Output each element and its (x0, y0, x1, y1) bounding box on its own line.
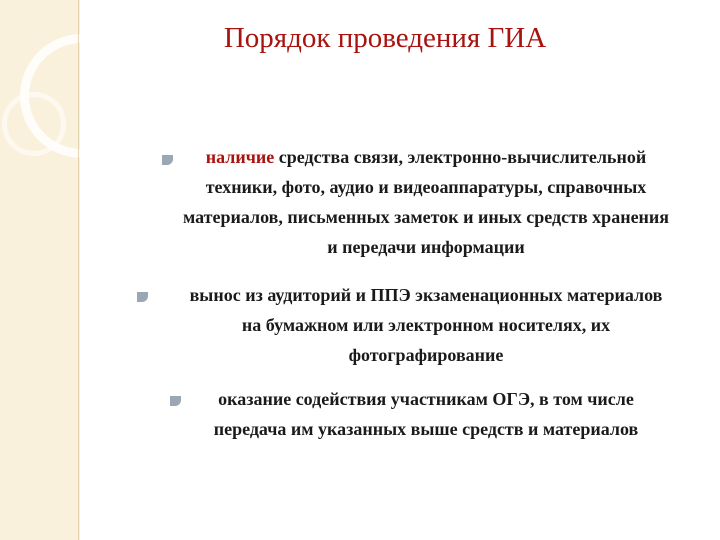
list-item-line: передача им указанных выше средств и материалов (213, 419, 639, 439)
list-item (150, 280, 702, 370)
square-bullet-icon (137, 292, 148, 302)
slide-title: Порядок проведения ГИА (223, 22, 547, 54)
list-item-line: техники, фото, аудио и видеоаппаратуры, справочных (205, 177, 647, 197)
list-item-line: оказание содействия участникам ОГЭ, в том числе (218, 389, 634, 409)
list-item-line: фотографирование (348, 345, 504, 365)
list-item-line-rest: средства связи, электронно-вычислительной (274, 147, 647, 167)
list-item-line: на бумажном или электронном носителях, их (241, 315, 611, 335)
list-item-line: вынос из аудиторий и ППЭ экзаменационных материалов (189, 285, 663, 305)
side-panel-border (78, 0, 79, 540)
decorative-side-panel (0, 0, 80, 540)
list-item (150, 142, 702, 262)
decorative-ring-small (2, 92, 66, 156)
list-item-line (150, 142, 702, 172)
list-item-line: и передачи информации (327, 237, 525, 257)
highlight-word: наличие (205, 147, 275, 167)
list-item (150, 384, 702, 444)
list-item-line: материалов, письменных заметок и иных средств хранения (182, 207, 670, 227)
